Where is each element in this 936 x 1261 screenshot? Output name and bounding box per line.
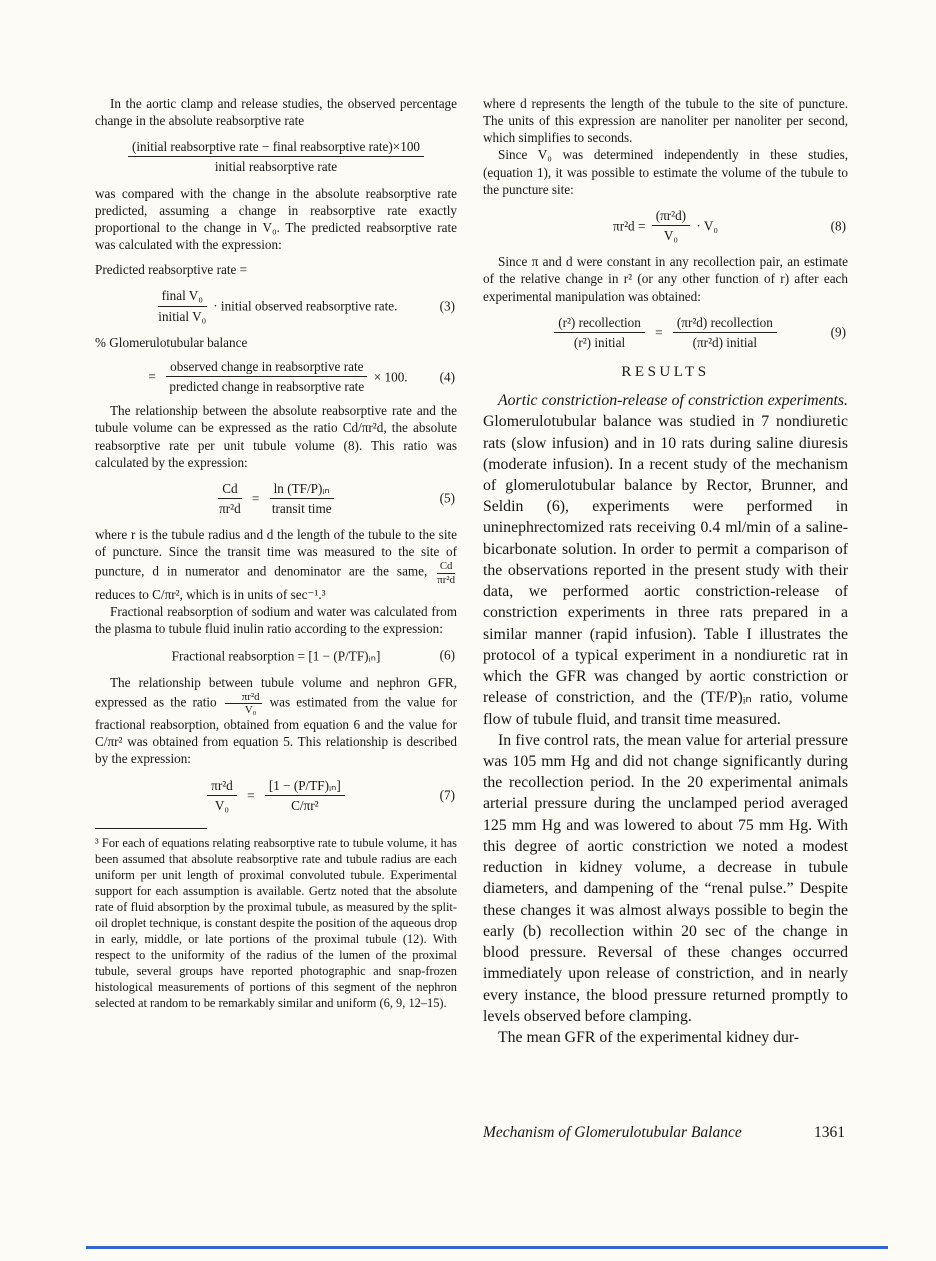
fraction-numerator: πr²d: [207, 777, 237, 796]
paragraph: where d represents the length of the tubule to the site of puncture. The units of this expression are nanoliter per nanoliter per second, which simplifies to seconds.: [483, 96, 848, 146]
paragraph-text: where r is the tubule radius and d the length of the tubule to the site of puncture. Since the transit time was measured to the site of puncture, d in numerator and denominator are the same,: [95, 527, 457, 580]
equals-sign: =: [148, 368, 156, 384]
equation-number: (5): [439, 490, 455, 506]
scan-artifact-line: [86, 1246, 888, 1249]
fraction-denominator: (r²) initial: [573, 334, 626, 350]
paragraph: In the aortic clamp and release studies, the observed percentage change in the absolute reabsorptive rate: [95, 96, 457, 129]
paragraph: Since V₀ was determined independently in these studies, (equation 1), it was possible to estimate the volume of the tubule to the puncture site:: [483, 147, 848, 197]
equation-9: [483, 314, 848, 351]
equation-number: (7): [439, 787, 455, 803]
paragraph: Since π and d were constant in any recollection pair, an estimate of the relative change in r² (or any other function of r) after each experimental manipulation was obtained:: [483, 254, 848, 304]
fraction-numerator: observed change in reabsorptive rate: [166, 358, 367, 377]
equation-number: (6): [439, 647, 455, 663]
equals-sign: =: [655, 324, 663, 340]
equation-8: [483, 207, 848, 244]
equation-text: · initial observed reabsorptive rate.: [213, 298, 398, 314]
page-footer: [483, 1124, 845, 1142]
fraction-denominator: (πr²d) initial: [692, 334, 758, 350]
fraction-denominator: V₀: [214, 797, 230, 813]
running-title: Mechanism of Glomerulotubular Balance: [483, 1124, 742, 1141]
left-column: [95, 95, 457, 1048]
paragraph-text: reduces to C/πr², which is in units of sec⁻¹.³: [95, 586, 326, 602]
fraction-numerator: πr²d: [225, 691, 262, 704]
fraction-denominator: V₀: [244, 703, 257, 716]
fraction-numerator: Cd: [218, 480, 241, 499]
equation-percentage-change: [95, 138, 457, 175]
fraction-denominator: transit time: [271, 500, 332, 516]
fraction-numerator: Cd: [437, 560, 455, 573]
paragraph-text: The relationship between tubule volume and nephron GFR, expressed as the ratio: [95, 674, 457, 710]
fraction: [166, 358, 367, 395]
page-number: 1361: [814, 1124, 845, 1141]
inline-fraction: [437, 560, 455, 585]
fraction-numerator: final V₀: [158, 287, 207, 306]
fraction: [128, 138, 424, 175]
equation-7: [95, 777, 457, 814]
paragraph: was compared with the change in the absolute reabsorptive rate predicted, assuming a change in reabsorptive rate exactly proportional to the change in V₀. The predicted reabsorptive rate was calculated with the expression:: [95, 185, 457, 253]
equation-text: πr²d =: [613, 218, 646, 234]
equation-6: [95, 646, 457, 665]
glomerulotubular-balance-label: % Glomerulotubular balance: [95, 334, 248, 350]
paragraph: [483, 390, 848, 730]
fraction-denominator: predicted change in reabsorptive rate: [169, 379, 365, 395]
fraction-numerator: (πr²d) recollection: [673, 314, 777, 333]
paragraph: In five control rats, the mean value for arterial pressure was 105 mm Hg and did not change significantly during the recollection period. In the 20 experimental animals arterial pressure during the unclamped period averaged 125 mm Hg and was lowered to about 75 mm Hg. With this degree of aortic constriction we noted a modest reduction in kidney volume, a decrease in tubule diameters, and dampening of the “renal pulse.” Despite these changes it was almost always possible to begin the early (b) recollection within 20 sec of the change in blood pressure. Reversal of these changes occurred immediately upon release of constriction, and in nearly every instance, the blood pressure returned promptly to levels observed before clamping.: [483, 731, 848, 1025]
fraction: [673, 314, 777, 351]
paragraph: The mean GFR of the experimental kidney dur-: [498, 1029, 800, 1047]
fraction-denominator: initial V₀: [158, 308, 207, 324]
fraction: [652, 207, 690, 244]
fraction: [218, 480, 241, 517]
equation-number: (3): [439, 298, 455, 314]
fraction-numerator: (r²) recollection: [554, 314, 645, 333]
equation-number: (9): [830, 324, 846, 340]
paragraph-text: was estimated from the value for fractional reabsorption, obtained from equation 6 and the value for C/πr² was obtained from equation 5. This relationship is described by the expression:: [95, 694, 457, 767]
equals-sign: =: [251, 490, 260, 506]
equation-5: [95, 480, 457, 517]
equation-text: · V₀: [696, 218, 718, 234]
paragraph-text: Glomerulotubular balance was studied in 7 nondiuretic rats (slow infusion) and in 10 rats during saline diuresis (moderate infusion). In a recent study of the mechanism of glomerulotubular balance by Rector, Brunner, and Seldin (6), experiments were performed in uninephrectomized rats receiving 0.4 ml/min of a saline-bicarbonate solution. In order to permit a comparison of the observations reported in the present study with their data, we performed aortic constriction-release of constriction experiments in three rats prepared in a similar manner (rapid infusion). Table I illustrates the protocol of a typical experiment in a nondiuretic rat in which the GFR was changed by aortic constriction or release of constriction, and the (TF/P)ᵢₙ ratio, volume flow of tubule fluid, and transit time measured.: [483, 413, 848, 728]
equation-text: × 100.: [373, 368, 408, 384]
results-heading: RESULTS: [621, 364, 710, 381]
fraction-numerator: ln (TF/P)ᵢₙ: [270, 480, 334, 499]
paragraph: Fractional reabsorption of sodium and water was calculated from the plasma to tubule fluid inulin ratio according to the expression:: [95, 603, 457, 636]
equation-4: [95, 358, 457, 395]
paragraph: The relationship between the absolute reabsorptive rate and the tubule volume can be expressed as the ratio Cd/πr²d, the absolute reabsorptive rate per unit tubule volume (8). This ratio was calculated by the expression:: [95, 403, 457, 470]
fraction-denominator: πr²d: [437, 573, 455, 586]
equation-text: Fractional reabsorption = [1 − (P/TF)ᵢₙ]: [171, 648, 381, 664]
fraction-denominator: C/πr²: [291, 797, 319, 813]
fraction: [265, 777, 345, 814]
footnote-separator: [95, 828, 207, 829]
fraction-numerator: (πr²d): [652, 207, 690, 226]
fraction: [554, 314, 645, 351]
paragraph: [95, 526, 457, 603]
footnote: ³ For each of equations relating reabsorptive rate to tubule volume, it has been assumed that absolute reabsorptive rate and tubule radius are each uniform per unit length of proximal convoluted tubule. Experimental support for each assumption is available. Gertz noted that the absolute rate of fluid absorption by the proximal tubule, as measured by the split-oil droplet technique, is constant despite the position of the aqueous drop in early, middle, or late portions of the proximal tubule (12). With respect to the uniformity of the radius of the lumen of the proximal tubule, several groups have reported photographic and snap-frozen histological measurements of portions of this segment of the nephron selected at random to be remarkably similar and uniform (6, 9, 12–15).: [95, 835, 458, 1010]
paragraph: [95, 674, 457, 768]
fraction-numerator: [1 − (P/TF)ᵢₙ]: [265, 777, 345, 796]
fraction: [207, 777, 237, 814]
right-column: [483, 95, 848, 1048]
fraction-denominator: initial reabsorptive rate: [214, 159, 338, 175]
fraction-denominator: V₀: [663, 228, 678, 244]
fraction: [158, 287, 207, 324]
equation-3: [95, 287, 457, 324]
equals-sign: =: [247, 787, 255, 803]
predicted-rate-label: Predicted reabsorptive rate =: [95, 262, 248, 278]
fraction-numerator: (initial reabsorptive rate − final reabsorptive rate)×100: [128, 138, 424, 157]
equation-number: (8): [830, 218, 846, 234]
italic-lead: Aortic constriction-release of constriction experiments.: [498, 392, 848, 410]
equation-number: (4): [439, 368, 455, 384]
fraction-denominator: πr²d: [219, 500, 241, 516]
inline-fraction: [225, 691, 262, 716]
fraction: [270, 480, 334, 517]
